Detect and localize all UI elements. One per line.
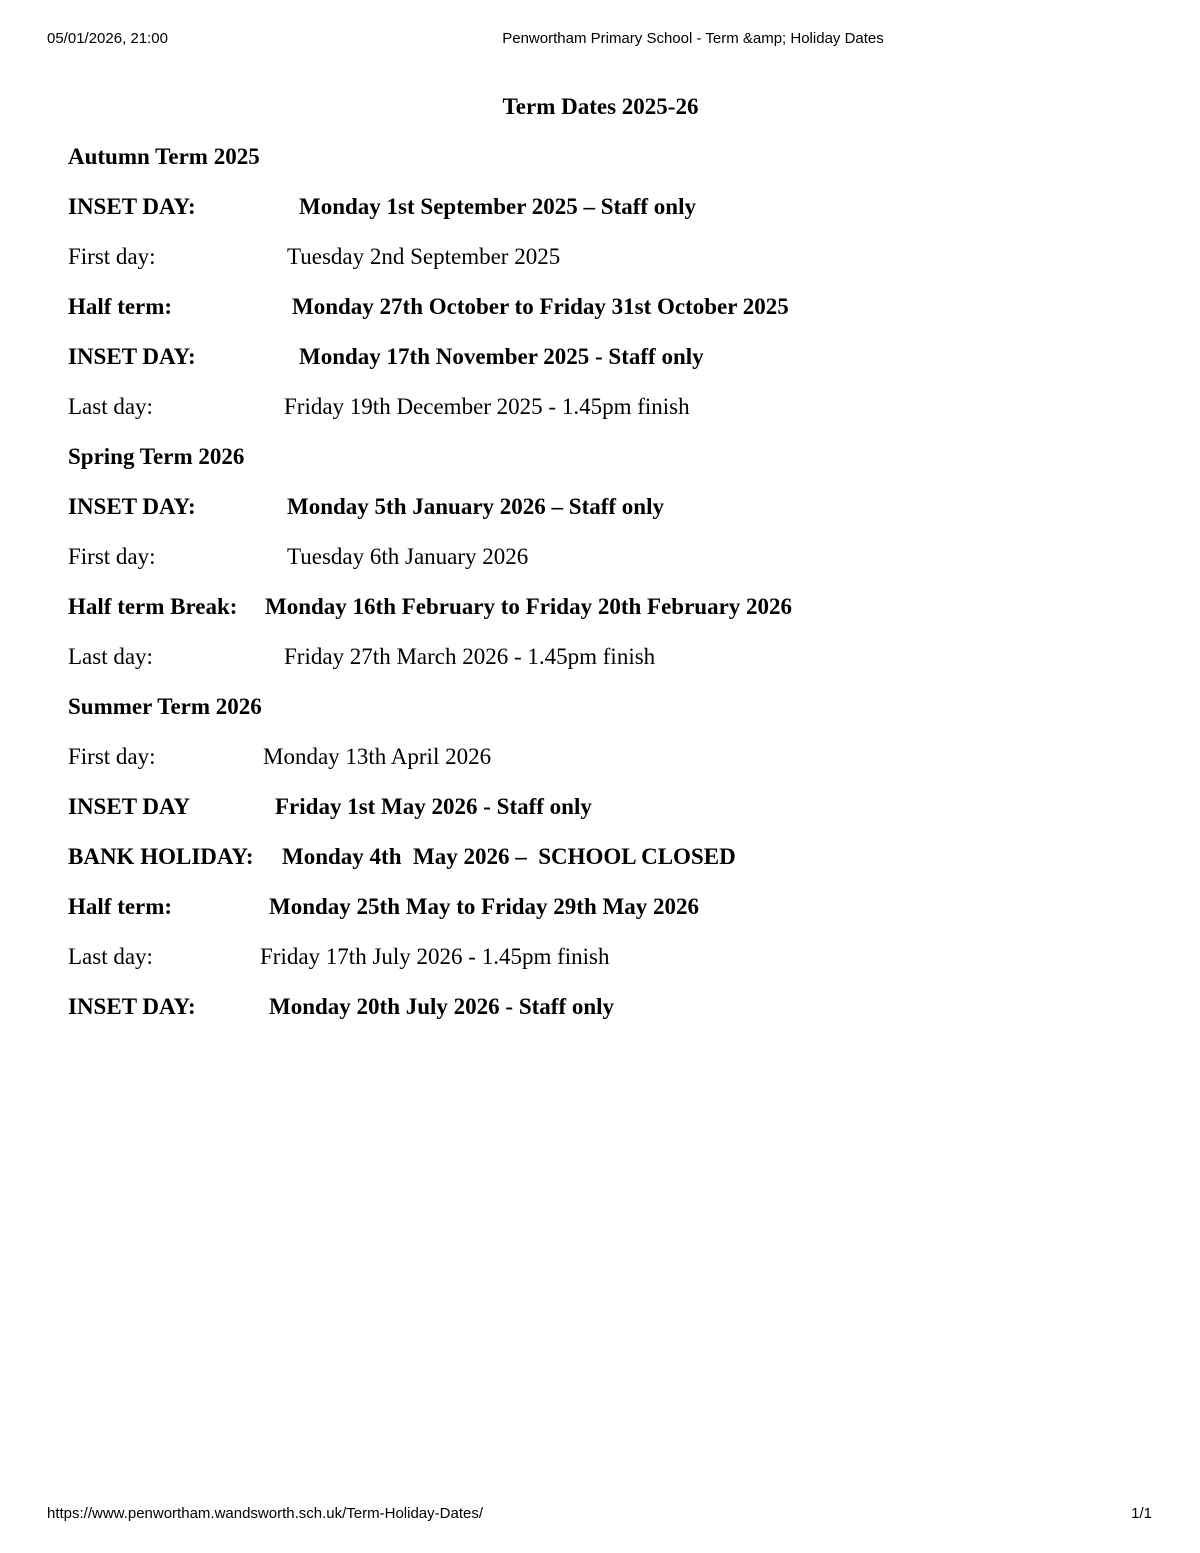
date-row <box>68 342 704 372</box>
date-row <box>68 242 561 272</box>
date-row <box>68 792 592 822</box>
date-row-label: First day: <box>68 244 156 269</box>
date-row <box>68 592 793 622</box>
date-row <box>68 392 690 422</box>
date-row <box>68 892 699 922</box>
print-page-title: Penwortham Primary School - Term &amp; Holiday Dates <box>502 30 884 47</box>
print-header <box>0 30 1200 50</box>
date-row-value: Monday 1st September 2025 – Staff only <box>299 194 696 219</box>
date-row-label: INSET DAY: <box>68 344 196 369</box>
date-row-value: Friday 17th July 2026 - 1.45pm finish <box>260 944 610 969</box>
date-row-value: Monday 16th February to Friday 20th February 2026 <box>265 594 793 619</box>
date-row <box>68 292 789 322</box>
term-heading-summer: Summer Term 2026 <box>68 694 262 719</box>
date-row-value: Monday 20th July 2026 - Staff only <box>269 994 615 1019</box>
date-row-label: Last day: <box>68 944 153 969</box>
date-row-value: Friday 19th December 2025 - 1.45pm finish <box>284 394 690 419</box>
term-heading-spring: Spring Term 2026 <box>68 444 245 469</box>
date-row-value: Tuesday 6th January 2026 <box>287 544 529 569</box>
date-row <box>68 942 610 972</box>
print-footer <box>0 1505 1200 1525</box>
date-row-label: First day: <box>68 744 156 769</box>
date-row <box>68 992 615 1022</box>
date-row <box>68 542 529 572</box>
date-row-value: Friday 27th March 2026 - 1.45pm finish <box>284 644 656 669</box>
date-row-value: Monday 13th April 2026 <box>263 744 492 769</box>
date-row-value: Monday 27th October to Friday 31st October 2025 <box>292 294 789 319</box>
date-row-label: Half term Break: <box>68 594 238 619</box>
date-row-value: Monday 5th January 2026 – Staff only <box>287 494 664 519</box>
date-row-label: INSET DAY: <box>68 494 196 519</box>
date-row-label: Half term: <box>68 294 173 319</box>
date-row-label: INSET DAY <box>68 794 191 819</box>
date-row <box>68 642 656 672</box>
print-datetime: 05/01/2026, 21:00 <box>47 30 168 47</box>
term-heading-autumn: Autumn Term 2025 <box>68 144 260 169</box>
date-row-value: Monday 17th November 2025 - Staff only <box>299 344 704 369</box>
date-row-label: INSET DAY: <box>68 994 196 1019</box>
print-page-number: 1/1 <box>1131 1505 1152 1522</box>
date-row-value: Friday 1st May 2026 - Staff only <box>275 794 592 819</box>
date-row-value: Tuesday 2nd September 2025 <box>287 244 561 269</box>
date-row <box>68 842 736 872</box>
date-row <box>68 742 492 772</box>
document-title: Term Dates 2025-26 <box>502 94 699 119</box>
print-url: https://www.penwortham.wandsworth.sch.uk/Term-Holiday-Dates/ <box>47 1505 483 1522</box>
date-row-label: Last day: <box>68 644 153 669</box>
date-row-value: Monday 4th May 2026 – SCHOOL CLOSED <box>282 844 736 869</box>
date-row-label: BANK HOLIDAY: <box>68 844 254 869</box>
date-row-value: Monday 25th May to Friday 29th May 2026 <box>269 894 699 919</box>
date-row-label: First day: <box>68 544 156 569</box>
date-row-label: Last day: <box>68 394 153 419</box>
date-row-label: Half term: <box>68 894 173 919</box>
date-row-label: INSET DAY: <box>68 194 196 219</box>
date-row <box>68 192 696 222</box>
date-row <box>68 492 664 522</box>
